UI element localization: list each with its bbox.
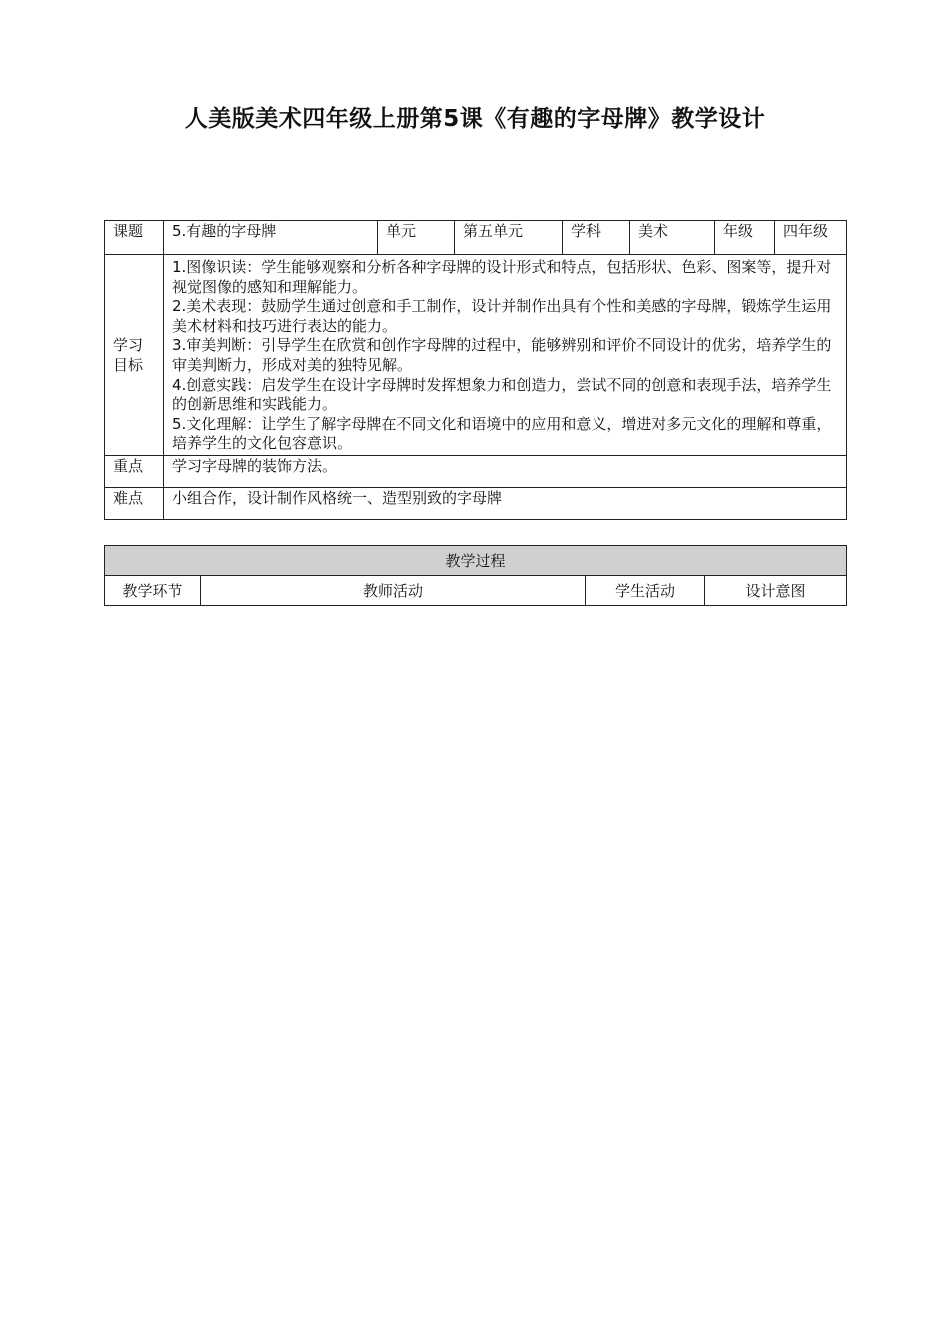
- topic-value: 5.有趣的字母牌: [164, 221, 378, 255]
- column-header-teacher: 教师活动: [201, 576, 586, 606]
- column-header-intent: 设计意图: [705, 576, 847, 606]
- grade-label: 年级: [715, 221, 775, 255]
- column-header-stage: 教学环节: [105, 576, 201, 606]
- difficulty-label: 难点: [105, 488, 164, 520]
- topic-label: 课题: [105, 221, 164, 255]
- goal-item: 2.美术表现：鼓励学生通过创意和手工制作，设计并制作出具有个性和美感的字母牌，锻炼学生运用美术材料和技巧进行表达的能力。: [172, 297, 832, 335]
- goal-item: 3.审美判断：引导学生在欣赏和创作字母牌的过程中，能够辨别和评价不同设计的优劣，培养学生的审美判断力，形成对美的独特见解。: [172, 336, 832, 374]
- document-title: 人美版美术四年级上册第5课《有趣的字母牌》教学设计: [184, 106, 766, 132]
- grade-value: 四年级: [775, 221, 847, 255]
- goal-item: 4.创意实践：启发学生在设计字母牌时发挥想象力和创造力，尝试不同的创意和表现手法，培养学生的创新思维和实践能力。: [172, 375, 832, 414]
- info-row-goals: [105, 255, 847, 456]
- goal-item: 5.文化理解：让学生了解字母牌在不同文化和语境中的应用和意义，增进对多元文化的理解和尊重，培养学生的文化包容意识。: [172, 414, 832, 453]
- subject-value: 美术: [630, 221, 715, 255]
- key-value: 学习字母牌的装饰方法。: [164, 456, 847, 488]
- process-columns-row: [105, 576, 847, 606]
- unit-value: 第五单元: [455, 221, 563, 255]
- info-row-topic: [105, 221, 847, 255]
- difficulty-value: 小组合作，设计制作风格统一、造型别致的字母牌: [164, 488, 847, 520]
- goals-label: [105, 255, 164, 456]
- unit-label: 单元: [378, 221, 455, 255]
- teaching-process-table: [104, 545, 847, 606]
- key-label: 重点: [105, 456, 164, 488]
- goals-label-line-2: 目标: [113, 356, 144, 374]
- column-header-student: 学生活动: [586, 576, 705, 606]
- goals-label-line-1: 学习: [113, 336, 144, 354]
- info-row-difficulty: [105, 488, 847, 520]
- info-row-key: [105, 456, 847, 488]
- goal-item: 1.图像识读：学生能够观察和分析各种字母牌的设计形式和特点，包括形状、色彩、图案等，提升对视觉图像的感知和理解能力。: [172, 258, 832, 296]
- process-header-row: [105, 546, 847, 576]
- process-header: 教学过程: [105, 546, 847, 576]
- lesson-info-table: [104, 220, 847, 520]
- subject-label: 学科: [563, 221, 630, 255]
- goals-content: [164, 255, 847, 456]
